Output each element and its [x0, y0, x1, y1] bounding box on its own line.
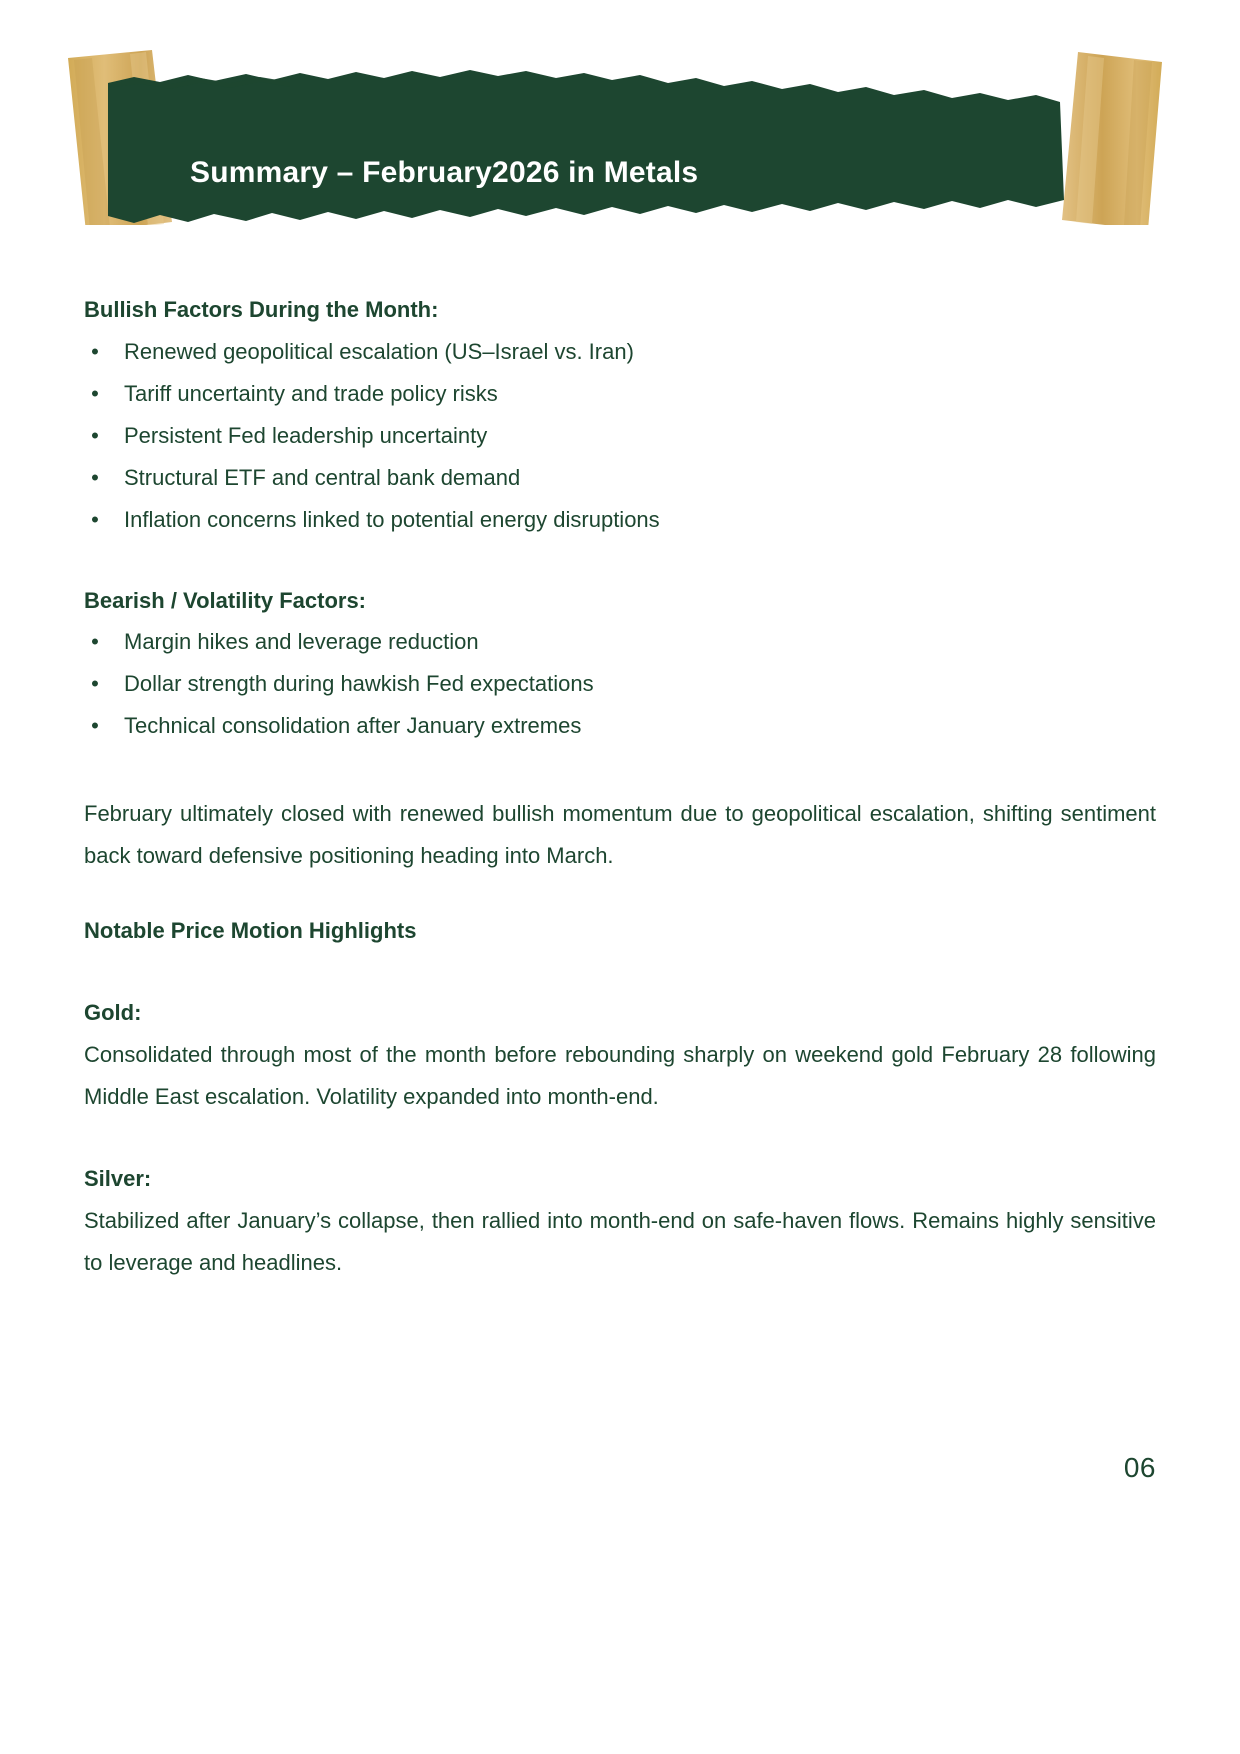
silver-paragraph: Stabilized after January’s collapse, then rallied into month-end on safe-haven flows. Remains highly sensitive to leverage and headlines.: [84, 1207, 1156, 1275]
torn-banner-shape: [108, 70, 1064, 223]
list-item: [84, 705, 1156, 747]
header-banner: [0, 40, 1240, 225]
bullet-dot-icon: •: [91, 671, 99, 696]
list-item-label: Margin hikes and leverage reduction: [124, 629, 479, 654]
list-item-label: Renewed geopolitical escalation (US–Israel vs. Iran): [124, 338, 634, 364]
page-title: Summary – February2026 in Metals: [190, 156, 699, 189]
summary-paragraph: February ultimately closed with renewed bullish momentum due to geopolitical escalation, shifting sentiment back toward defensive positioning heading into March.: [84, 801, 1156, 868]
bullish-factors-heading: Bullish Factors During the Month:: [84, 297, 439, 322]
bearish-factors-heading: Bearish / Volatility Factors:: [84, 587, 367, 613]
spacer: [84, 541, 1156, 587]
list-item: [84, 499, 1156, 541]
spacer: [84, 877, 1156, 917]
notable-price-motion-heading: Notable Price Motion Highlights: [84, 918, 417, 943]
bearish-factors-list: [84, 621, 1156, 747]
banner-graphic: [0, 40, 1240, 225]
bullet-dot-icon: •: [91, 338, 99, 364]
bullet-dot-icon: •: [91, 629, 99, 654]
spacer: [84, 952, 1156, 992]
list-item-label: Structural ETF and central bank demand: [124, 464, 521, 490]
spacer: [84, 1118, 1156, 1158]
list-item-label: Persistent Fed leadership uncertainty: [124, 422, 488, 448]
bullet-dot-icon: •: [91, 506, 99, 532]
list-item-label: Inflation concerns linked to potential energy disruptions: [124, 506, 660, 532]
gold-paragraph: Consolidated through most of the month before rebounding sharply on weekend gold February 28 following Middle East escalation. Volatility expanded into month-end.: [84, 1041, 1156, 1109]
list-item: [84, 663, 1156, 705]
bullet-dot-icon: •: [91, 422, 99, 448]
bullet-dot-icon: •: [91, 464, 99, 490]
list-item-label: Technical consolidation after January extremes: [124, 713, 582, 738]
page-content: [84, 296, 1156, 1284]
list-item: [84, 457, 1156, 499]
spacer: [84, 747, 1156, 793]
list-item: [84, 373, 1156, 415]
silver-label: Silver:: [84, 1165, 152, 1191]
list-item: [84, 621, 1156, 663]
list-item: [84, 415, 1156, 457]
list-item: [84, 331, 1156, 373]
page-number: 06: [1123, 1452, 1156, 1483]
bullish-factors-list: [84, 331, 1156, 541]
tape-right-icon: [1062, 52, 1162, 225]
gold-label: Gold:: [84, 999, 142, 1025]
bullet-dot-icon: •: [91, 713, 99, 738]
bullet-dot-icon: •: [91, 380, 99, 406]
list-item-label: Tariff uncertainty and trade policy risks: [124, 380, 498, 406]
list-item-label: Dollar strength during hawkish Fed expectations: [124, 671, 594, 696]
